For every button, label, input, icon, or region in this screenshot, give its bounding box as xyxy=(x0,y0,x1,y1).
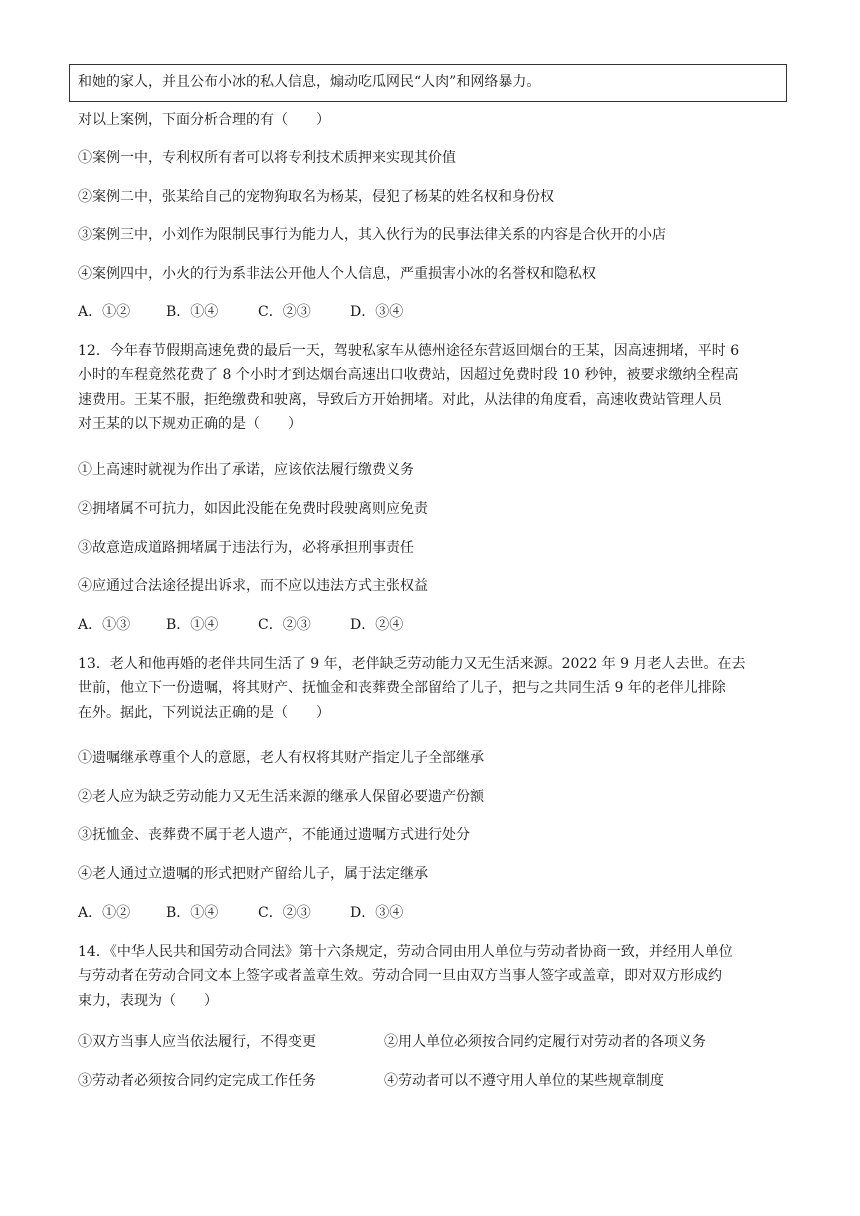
q13-stem-line-2: 世前，他立下一份遗嘱，将其财产、抚恤金和丧葬费全部留给了儿子，把与之共同生活 9 年的老伴儿排除 xyxy=(78,680,726,696)
q12-stem-line-3: 速费用。王某不服，拒绝缴费和驶离，导致后方开始拥堵。对此，从法律的角度看，高速收费站管理人员 xyxy=(78,392,722,408)
case-box-text: 和她的家人，并且公布小冰的私人信息，煽动吃瓜网民“人肉”和网络暴力。 xyxy=(78,74,541,90)
q12-statement-3: ③故意造成道路拥堵属于违法行为，必将承担刑事责任 xyxy=(78,540,414,556)
q11-statement-4: ④案例四中，小火的行为系非法公开他人个人信息，严重损害小冰的名誉权和隐私权 xyxy=(78,266,596,282)
q12-stem-line-4: 对王某的以下规劝正确的是（ ） xyxy=(78,416,302,432)
q13-statement-3: ③抚恤金、丧葬费不属于老人遗产，不能通过遗嘱方式进行处分 xyxy=(78,827,470,843)
q14-stem-line-2: 与劳动者在劳动合同文本上签字或者盖章生效。劳动合同一旦由双方当事人签字或盖章，即对双方形成约 xyxy=(78,968,722,984)
q12-option-d: D．②④ xyxy=(350,617,404,633)
q11-option-d: D．③④ xyxy=(350,304,404,320)
q13-statement-4: ④老人通过立遗嘱的形式把财产留给儿子，属于法定继承 xyxy=(78,866,428,882)
q12-statement-4: ④应通过合法途径提出诉求，而不应以违法方式主张权益 xyxy=(78,578,428,594)
q13-option-c: C．②③ xyxy=(258,905,311,921)
q12-statement-1: ①上高速时就视为作出了承诺，应该依法履行缴费义务 xyxy=(78,462,414,478)
q11-statement-1: ①案例一中，专利权所有者可以将专利技术质押来实现其价值 xyxy=(78,150,456,166)
q14-statement-3: ③劳动者必须按合同约定完成工作任务 xyxy=(78,1073,316,1089)
q13-option-a: A．①② xyxy=(78,905,131,921)
q13-option-b: B．①④ xyxy=(166,905,219,921)
q12-stem-line-2: 小时的车程竟然花费了 8 个小时才到达烟台高速出口收费站，因超过免费时段 10 秒钟，被要求缴纳全程高 xyxy=(78,367,739,383)
q13-statement-1: ①遗嘱继承尊重个人的意愿，老人有权将其财产指定儿子全部继承 xyxy=(78,750,484,766)
q12-statement-2: ②拥堵属不可抗力，如因此没能在免费时段驶离则应免责 xyxy=(78,501,428,517)
q14-statement-4: ④劳动者可以不遵守用人单位的某些规章制度 xyxy=(384,1073,664,1089)
q14-stem-line-1: 14．《中华人民共和国劳动合同法》第十六条规定，劳动合同由用人单位与劳动者协商一致，并经用人单位 xyxy=(78,944,733,960)
q13-option-d: D．③④ xyxy=(350,905,404,921)
q12-option-c: C．②③ xyxy=(258,617,311,633)
q13-stem-line-3: 在外。据此，下列说法正确的是（ ） xyxy=(78,705,330,721)
q11-stem: 对以上案例，下面分析合理的有（ ） xyxy=(78,112,330,128)
q14-stem-line-3: 束力，表现为（ ） xyxy=(78,993,218,1009)
q11-statement-3: ③案例三中，小刘作为限制民事行为能力人，其入伙行为的民事法律关系的内容是合伙开的小店 xyxy=(78,227,666,243)
q11-statement-2: ②案例二中，张某给自己的宠物狗取名为杨某，侵犯了杨某的姓名权和身份权 xyxy=(78,189,554,205)
q11-option-c: C．②③ xyxy=(258,304,311,320)
q14-statement-1: ①双方当事人应当依法履行，不得变更 xyxy=(78,1034,316,1050)
q12-stem-line-1: 12．今年春节假期高速免费的最后一天，驾驶私家车从德州途径东营返回烟台的王某，因高速拥堵，平时 6 xyxy=(78,343,740,359)
q13-statement-2: ②老人应为缺乏劳动能力又无生活来源的继承人保留必要遗产份额 xyxy=(78,789,484,805)
q11-option-a: A．①② xyxy=(78,304,131,320)
q13-stem-line-1: 13．老人和他再婚的老伴共同生活了 9 年，老伴缺乏劳动能力又无生活来源。2022 年 9 月老人去世。在去 xyxy=(78,656,746,672)
q12-option-b: B．①④ xyxy=(166,617,219,633)
q12-option-a: A．①③ xyxy=(78,617,131,633)
q11-option-b: B．①④ xyxy=(166,304,219,320)
q14-statement-2: ②用人单位必须按合同约定履行对劳动者的各项义务 xyxy=(384,1034,706,1050)
